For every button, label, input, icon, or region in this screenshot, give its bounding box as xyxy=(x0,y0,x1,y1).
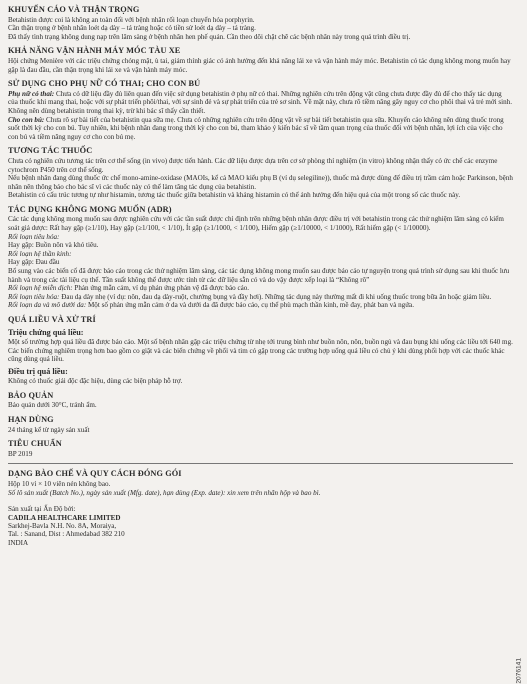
adr-intro: Các tác dụng không mong muốn sau được nghiên cứu với các tần suất được chỉ định trên những bệnh nhân được điều trị với betahistin trong các thử nghiệm lâm sàng có kiểm soát giả dược: Rất hay gặp (≥1/10), Hay gặp (≥1/100, < 1/10), Ít gặp (≥1/1000, < 1/100), Hiếm gặp (≥1/10000, < 1/1000), Rất hiếm gặp (< 1/10000). xyxy=(8,215,504,233)
shelf-life-section xyxy=(8,415,513,434)
storage-text: Bảo quản dưới 30°C, tránh ẩm. xyxy=(8,401,97,410)
adr-nervous-text: Hay gặp: Đau đầu xyxy=(8,258,60,267)
leaflet-page xyxy=(8,5,513,547)
shelf-life-text: 24 tháng kể từ ngày sản xuất xyxy=(8,425,90,434)
storage-heading: BẢO QUẢN xyxy=(8,390,54,400)
packaging-text: Hộp 10 vỉ × 10 viên nén không bao. xyxy=(8,479,111,488)
adr-heading: TÁC DỤNG KHÔNG MONG MUỐN (ADR) xyxy=(8,204,172,214)
adr-immune xyxy=(8,284,513,293)
caution-section xyxy=(8,5,513,41)
overdose-treatment-heading: Điều trị quá liều: xyxy=(8,366,68,376)
overdose-section xyxy=(8,315,513,386)
interaction-paragraph-1: Chưa có nghiên cứu tương tác trên cơ thể sống (in vivo) được tiến hành. Các dữ liệu được dựa trên cơ sở phòng thí nghiệm (in vitro) không nhận thấy có ức chế các enzyme cytochrom P450 trên cơ thể sống. xyxy=(8,156,498,174)
overdose-treatment-text: Không có thuốc giải độc đặc hiệu, dùng các biện pháp hỗ trợ. xyxy=(8,377,183,386)
caution-line-3: Đã thấy tình trạng không dung nạp trên lâm sàng ở bệnh nhân hen phế quản. Cần theo dõi chặt chẽ các bệnh nhân này trong quá trình điều trị. xyxy=(8,32,411,41)
storage-section xyxy=(8,391,513,410)
manufacturer-label: Sản xuất tại Ấn Độ bởi: xyxy=(8,505,76,514)
manufacturer-name: CADILA HEALTHCARE LIMITED xyxy=(8,513,121,522)
adr-immune-text: Phản ứng mẫn cảm, ví dụ phản ứng phản vệ đã được báo cáo. xyxy=(74,284,250,293)
adr-immune-label: Rối loạn hệ miễn dịch: xyxy=(8,284,73,293)
shelf-life-heading: HẠN DÙNG xyxy=(8,414,54,424)
side-code: 2076141 xyxy=(516,658,523,684)
adr-gi2-text: Đau dạ dày nhẹ (ví dụ: nôn, đau dạ dày-ruột, chướng bụng và đầy hơi). Những tác dụng này thường mất đi khi uống thuốc trong bữa ăn hoặc giảm liều. xyxy=(61,292,492,301)
adr-gi2 xyxy=(8,293,513,302)
caution-heading: KHUYẾN CÁO VÀ THẬN TRỌNG xyxy=(8,5,140,14)
packaging-heading: DẠNG BÀO CHẾ VÀ QUY CÁCH ĐÓNG GÓI xyxy=(8,469,182,479)
standard-text: BP 2019 xyxy=(8,449,33,458)
pregnancy-heading: SỬ DỤNG CHO PHỤ NỮ CÓ THAI; CHO CON BÚ xyxy=(8,79,201,89)
driving-section xyxy=(8,46,513,74)
driving-heading: KHẢ NĂNG VẬN HÀNH MÁY MÓC TÀU XE xyxy=(8,46,181,56)
interaction-paragraph-3: Betahistin có cấu trúc tương tự như histamin, tương tác thuốc giữa betahistin và kháng histamin có thể ảnh hưởng đến hiệu quả của một trong số các thuốc này. xyxy=(8,191,461,200)
adr-skin-label: Rối loạn da và mô dưới da: xyxy=(8,301,87,310)
divider xyxy=(8,463,513,464)
pregnancy-text: Chưa có dữ liệu đầy đủ liên quan đến việc sử dụng betahistin ở phụ nữ có thai. Những nghiên cứu trên động vật cũng chưa được đầy đủ để cho thấy tác dụng của thuốc khi mang thai, hoặc với sự phát triển phôi/thai, với sự sinh đẻ và sự phát triển của trẻ sơ sinh. Về mặt này, chưa rõ tiềm năng gây nguy cơ cho phôi thai và trẻ mới sinh. Không nên dùng betahistin trong thai kỳ, trừ khi bác sĩ thấy cần thiết. xyxy=(8,89,512,115)
manufacturer-block xyxy=(8,505,513,547)
adr-section xyxy=(8,205,513,310)
adr-gi2-label: Rối loạn tiêu hóa: xyxy=(8,292,60,301)
interaction-heading: TƯƠNG TÁC THUỐC xyxy=(8,146,93,156)
adr-nervous-label: Rối loạn hệ thần kinh: xyxy=(8,249,72,258)
overdose-heading: QUÁ LIỀU VÀ XỬ TRÍ xyxy=(8,315,96,324)
overdose-symptoms-text: Một số trường hợp quá liều đã được báo cáo. Một số bệnh nhân gặp các triệu chứng từ nhẹ tới trung bình như buồn nôn, nôn, buồn ngủ và đau bụng khi uống các liều tới 640 mg. Các biến chứng nghiêm trọng hơn bao gồm co giật và các biến chứng về phổi và tim có gặp trong các trường hợp uống quá liều có chủ ý khi dùng phối hợp với các thuốc khác cũng dùng quá liều. xyxy=(8,338,513,364)
interaction-paragraph-2: Nếu bệnh nhân đang dùng thuốc ức chế mono-amine-oxidase (MAOIs, kể cả MAO kiểu phụ B (ví dụ selegiline)), thuốc mà được dùng để điều trị trầm cảm hoặc Parkinson, bệnh nhân nên thông báo cho bác sĩ vì các thuốc này có thể làm tăng tác dụng của betahistin. xyxy=(8,174,513,191)
caution-line-2: Cần thận trọng ở bệnh nhân loét dạ dày – tá tràng hoặc có tiền sử loét dạ dày – tá tràng. xyxy=(8,24,256,33)
packaging-section xyxy=(8,469,513,497)
overdose-symptoms-heading: Triệu chứng quá liều: xyxy=(8,327,84,337)
driving-text: Hội chứng Menière với các triệu chứng chóng mặt, ù tai, giảm thính giác có ảnh hưởng đến khả năng lái xe và vận hành máy móc. Betahistin có tác dụng không mong muốn hay gặp là đau đầu, cần thận trọng khi lái xe và vận hành máy móc. xyxy=(8,56,511,74)
adr-skin xyxy=(8,301,513,310)
lactation-label: Cho con bú: xyxy=(8,115,45,124)
lactation-paragraph xyxy=(8,116,513,142)
interaction-section xyxy=(8,146,513,200)
adr-gi-text: Hay gặp: Buồn nôn và khó tiêu. xyxy=(8,241,99,250)
pregnancy-paragraph xyxy=(8,90,513,116)
pregnancy-label: Phụ nữ có thai: xyxy=(8,89,55,98)
standard-heading: TIÊU CHUẨN xyxy=(8,439,62,449)
manufacturer-address-2: Tal. : Sanand, Dist : Ahmedabad 382 210 xyxy=(8,530,125,539)
packaging-batch-note: Số lô sản xuất (Batch No.), ngày sản xuất (Mfg. date), hạn dùng (Exp. date): xin xem trên nhãn hộp và bao bì. xyxy=(8,488,321,497)
pregnancy-section xyxy=(8,79,513,141)
manufacturer-country: INDIA xyxy=(8,538,29,547)
adr-postmarketing: Bổ sung vào các biến cố đã được báo cáo trong các thử nghiệm lâm sàng, các tác dụng không mong muốn sau được báo cáo tự nguyện trong quá trình sử dụng sau khi thuốc lưu hành và trong các tài liệu cụ thể. Tần suất không thể được ước tính từ các dữ liệu sẵn có và do vậy được xếp loại là “Không rõ” xyxy=(8,267,510,284)
manufacturer-address-1: Sarkhej-Bavla N.H. No. 8A, Moraiya, xyxy=(8,521,117,530)
standard-section xyxy=(8,439,513,458)
caution-line-1: Betahistin được coi là không an toàn đối với bệnh nhân rối loạn chuyển hóa porphyrin. xyxy=(8,15,255,24)
adr-gi-label: Rối loạn tiêu hóa: xyxy=(8,232,60,241)
adr-skin-text: Một số phản ứng mẫn cảm ở da và dưới da đã được báo cáo, cụ thể phù mạch thần kinh, mề đay, phát ban và ngứa. xyxy=(87,301,414,310)
lactation-text: Chưa rõ sự bài tiết của betahistin qua sữa mẹ. Chưa có những nghiên cứu trên động vật về sự bài tiết betahistin qua sữa. Khuyến cáo không nên dùng thuốc trong suốt thời kỳ cho con bú. Tuy nhiên, khi bệnh nhân đang trong thời kỳ cho con bú, tham khảo ý kiến bác sĩ về tầm quan trọng của thuốc đối với bệnh nhân, lợi ích của việc cho con bú và tiềm năng nguy cơ cho con bú mẹ. xyxy=(8,115,504,141)
